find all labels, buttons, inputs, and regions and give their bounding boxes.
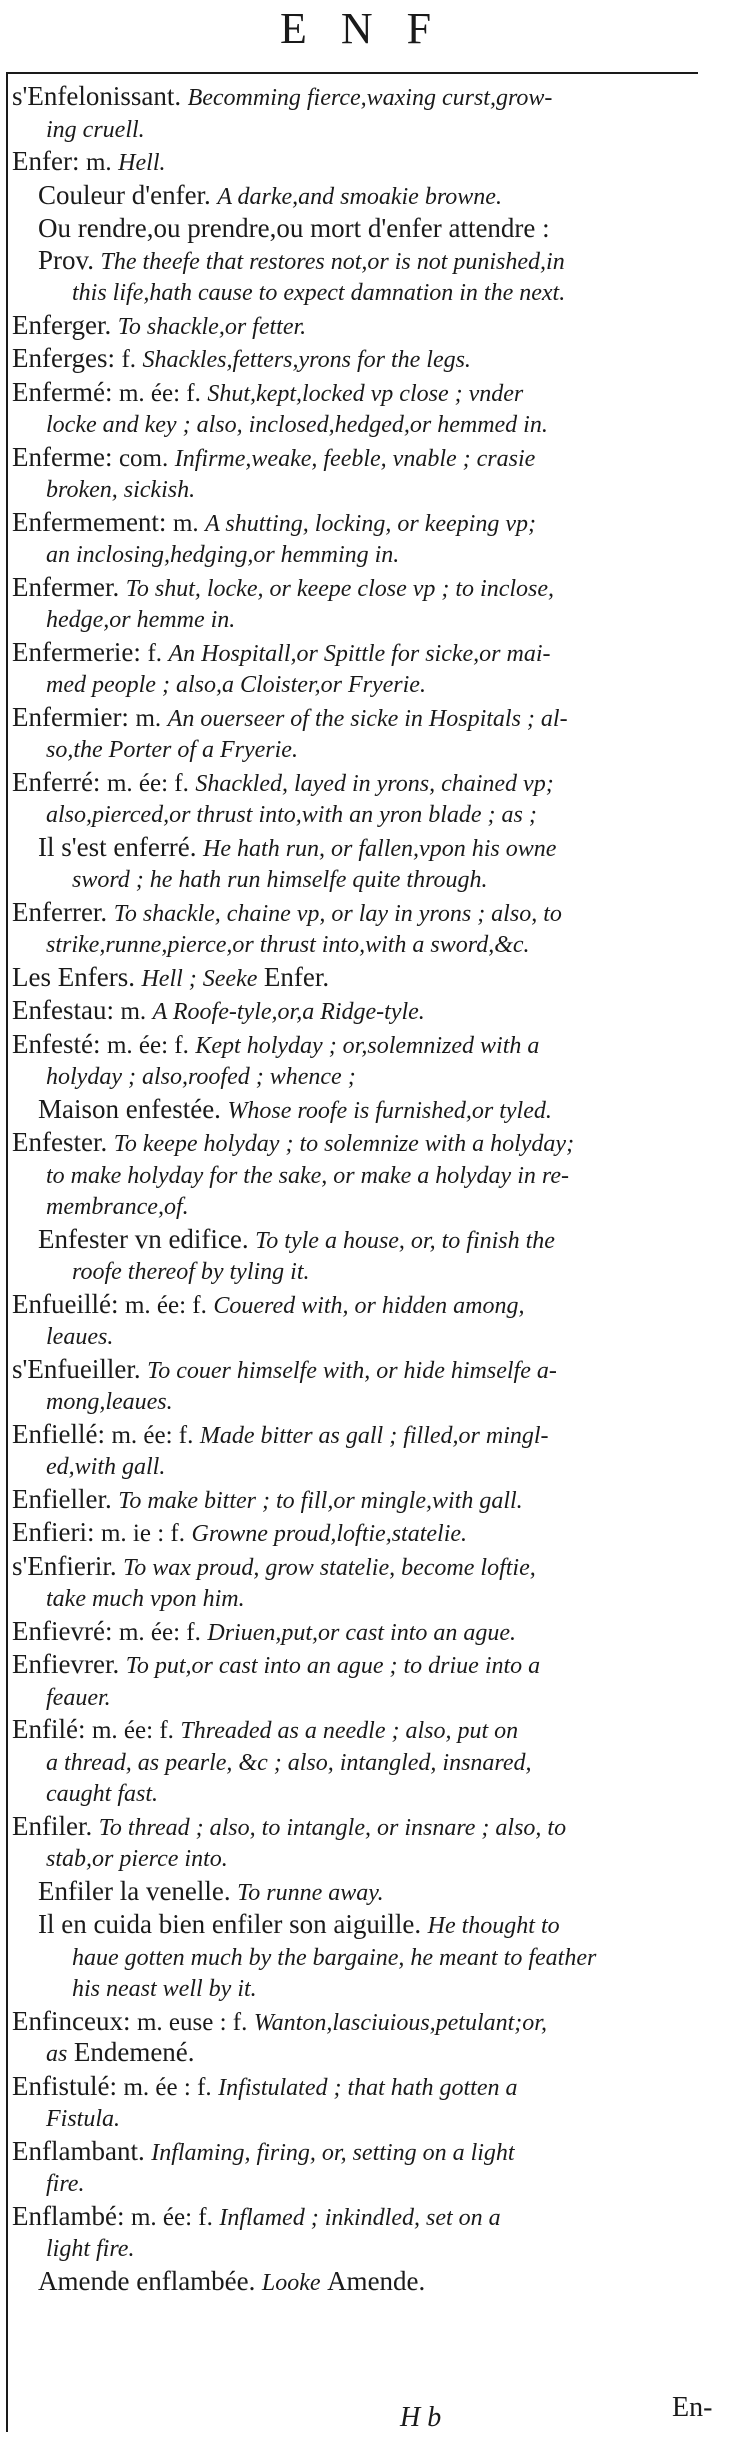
headword: s'Enfierir.: [12, 1550, 117, 1581]
definition: To runne away.: [237, 1879, 384, 1906]
cross-reference: Endemené.: [73, 2037, 195, 2067]
definition: Shackles,fetters,yrons for the legs.: [142, 347, 471, 373]
dictionary-entry: [12, 703, 732, 766]
grammar-label: m. ée: f.: [111, 1421, 194, 1449]
definition: Growne proud,loftie,statelie.: [191, 1521, 468, 1547]
definition-line: a thread, as pearle, &c ; also, intangled, insnared,: [46, 1749, 532, 1776]
dictionary-entry: [12, 1128, 732, 1223]
headword: Enferger.: [12, 309, 112, 340]
definition-line: broken, sickish.: [46, 477, 196, 503]
dictionary-entry: [12, 378, 732, 441]
column-rule: [6, 72, 8, 2432]
grammar-label: m. ie : f.: [100, 1520, 185, 1547]
definition: Wanton,lasciuious,petulant;or,: [253, 2009, 547, 2036]
definition-line: hedge,or hemme in.: [46, 607, 236, 633]
headword: Enfermerie:: [12, 636, 141, 667]
headword: Enfievrer.: [12, 1649, 120, 1679]
definition: He thought to: [427, 1913, 560, 1939]
dictionary-entry: [12, 147, 732, 179]
headword: Enfester.: [12, 1127, 108, 1157]
definition: Driuen,put,or cast into an ague.: [207, 1619, 517, 1646]
dictionary-entry: [12, 638, 732, 701]
definition-continuation: [12, 1451, 732, 1483]
dictionary-entry: [12, 2007, 732, 2070]
definition: To shackle, chaine vp, or lay in yrons ; also, to: [113, 900, 562, 927]
definition-line: holyday ; also,roofed ; whence ;: [46, 1064, 356, 1090]
headword: Enfermier:: [12, 701, 129, 732]
dictionary-entry: [12, 1715, 732, 1810]
headword: Il en cuida bien enfiler son aiguille.: [38, 1909, 422, 1939]
definition: To keepe holyday ; to solemnize with a holyday;: [113, 1131, 575, 1157]
definition-continuation: [12, 409, 732, 441]
definition-continuation: [12, 1778, 732, 1810]
definition-continuation: [12, 734, 732, 766]
grammar-label: m.: [135, 704, 162, 732]
definition-continuation: [12, 1160, 732, 1192]
definition: An Hospitall,or Spittle for sicke,or mai-: [168, 640, 551, 667]
definition: Threaded as a needle ; also, put on: [180, 1718, 519, 1744]
headword: Il s'est enferré.: [38, 831, 197, 862]
definition: Inflaming, firing, or, setting on a light: [151, 2139, 515, 2166]
dictionary-entry: [12, 1877, 732, 1909]
definition-line: caught fast.: [46, 1781, 158, 1807]
dictionary-entry: [12, 833, 732, 896]
headword: Enferré:: [12, 766, 101, 797]
definition-line: also,pierced,or thrust into,with an yron blade ; as ;: [46, 802, 537, 828]
headword: Enferges:: [12, 343, 115, 373]
headword: Les Enfers.: [12, 961, 135, 992]
headword: Maison enfestée.: [38, 1093, 221, 1124]
dictionary-entry: [12, 1030, 732, 1093]
dictionary-entry: [12, 1225, 732, 1288]
definition-line: to make holyday for the sake, or make a holyday in re-: [46, 1162, 569, 1189]
definition: An ouerseer of the sicke in Hospitals ; al-: [167, 705, 568, 732]
signature-mark: H b: [400, 2402, 442, 2433]
headword: Enfer:: [12, 146, 80, 176]
definition-continuation: [12, 2038, 732, 2070]
dictionary-entry: [12, 1552, 732, 1615]
dictionary-entry: [12, 1355, 732, 1418]
headword: Enflambant.: [12, 2135, 145, 2166]
definition-line: light fire.: [46, 2236, 135, 2262]
headword: Enfermer.: [12, 571, 120, 602]
dictionary-entry: [12, 1812, 732, 1875]
definition: To put,or cast into an ague ; to driue into a: [125, 1653, 541, 1679]
grammar-label: m.: [85, 149, 112, 176]
grammar-label: m.: [120, 998, 147, 1025]
definition-continuation: [12, 1061, 732, 1093]
dictionary-entry: [12, 344, 732, 376]
headword: Enferrer.: [12, 896, 108, 927]
dictionary-entry: [12, 2267, 732, 2299]
definition-line: strike,runne,pierce,or thrust into,with a sword,&c.: [46, 932, 530, 958]
header-rule: [6, 72, 698, 74]
definition: Infistulated ; that hath gotten a: [218, 2074, 518, 2101]
definition: Shackled, layed in yrons, chained vp;: [195, 770, 554, 797]
headword: Enfestau:: [12, 995, 114, 1025]
headword: Enfievré:: [12, 1615, 113, 1646]
headword: Enfiler la venelle.: [38, 1875, 231, 1906]
dictionary-entry: [12, 82, 732, 145]
dictionary-entry: [12, 1650, 732, 1713]
definition: To tyle a house, or, to finish the: [255, 1227, 555, 1254]
dictionary-entry: [12, 2137, 732, 2200]
definition-line: his neast well by it.: [72, 1976, 257, 2002]
definition: Kept holyday ; or,solemnized with a: [195, 1032, 540, 1059]
definition: Inflamed ; inkindled, set on a: [219, 2204, 501, 2231]
definition-continuation: [12, 114, 732, 146]
cross-reference: Amende.: [327, 2265, 426, 2296]
headword: Enfilé:: [12, 1714, 86, 1744]
cross-reference: Enfer.: [263, 961, 330, 992]
definition: To shut, locke, or keepe close vp ; to inclose,: [125, 575, 555, 602]
dictionary-entry: [12, 508, 732, 571]
catchword: En-: [672, 2392, 713, 2423]
dictionary-entry: [12, 246, 732, 309]
definition: Hell.: [118, 150, 166, 176]
dictionary-entry: [12, 1910, 732, 2005]
definition: To wax proud, grow statelie, become loftie,: [123, 1554, 536, 1581]
definition: Shut,kept,locked vp close ; vnder: [207, 380, 524, 407]
definition-continuation: [12, 1682, 732, 1714]
headword: Amende enflambée.: [38, 2265, 256, 2296]
headword: Couleur d'enfer.: [38, 179, 211, 210]
headword: Enfinceux:: [12, 2005, 131, 2036]
definition-continuation: [12, 1747, 732, 1779]
definition: A shutting, locking, or keeping vp;: [205, 510, 536, 537]
headword: s'Enfueiller.: [12, 1353, 141, 1384]
definition: Becomming fierce,waxing curst,grow-: [187, 85, 553, 111]
grammar-label: m. ée: f.: [124, 1291, 207, 1319]
dictionary-entry: [12, 1290, 732, 1353]
definition-line: leaues.: [46, 1324, 114, 1350]
dictionary-entry: [12, 1095, 732, 1127]
definition: Made bitter as gall ; filled,or mingl-: [199, 1422, 549, 1449]
page-footer: [0, 2392, 745, 2442]
headword: Enfueillé:: [12, 1288, 119, 1319]
definition-line: mong,leaues.: [46, 1389, 173, 1415]
dictionary-entry: [12, 214, 732, 244]
definition: A darke,and smoakie browne.: [217, 183, 502, 210]
dictionary-entry: [12, 1420, 732, 1483]
definition-line: ed,with gall.: [46, 1454, 166, 1480]
definition-line: so,the Porter of a Fryerie.: [46, 737, 298, 763]
headword: Enfieri:: [12, 1517, 95, 1547]
headword: Enfiellé:: [12, 1418, 105, 1449]
definition-continuation: [12, 539, 732, 571]
headword: Enflambé:: [12, 2200, 125, 2231]
grammar-label: f.: [121, 346, 137, 373]
definition: To thread ; also, to intangle, or insnare ; also, to: [98, 1814, 567, 1841]
grammar-label: m. ée: f.: [106, 1031, 189, 1059]
definition: To make bitter ; to fill,or mingle,with gall.: [118, 1487, 523, 1514]
headword: Enferme:: [12, 441, 113, 472]
definition: He hath run, or fallen,vpon his owne: [203, 835, 557, 862]
definition-continuation: [38, 1942, 732, 1974]
grammar-label: m. ée : f.: [123, 2073, 212, 2101]
definition-line: fire.: [46, 2171, 85, 2197]
headword: s'Enfelonissant.: [12, 81, 182, 111]
definition-line: as: [46, 2041, 68, 2067]
definition: Infirme,weake, feeble, vnable ; crasie: [174, 445, 536, 472]
grammar-label: f.: [147, 639, 163, 667]
definition-line: this life,hath cause to expect damnation in the next.: [72, 280, 566, 306]
page-header: ENF: [279, 4, 466, 53]
definition-continuation: [12, 1386, 732, 1418]
definition-continuation: [12, 1321, 732, 1353]
headword: Enfiler.: [12, 1810, 93, 1841]
definition: Whose roofe is furnished,or tyled.: [227, 1097, 552, 1124]
dictionary-entry: [12, 2072, 732, 2135]
definition-line: take much vpon him.: [46, 1586, 245, 1612]
definition: To couer himselfe with, or hide himselfe a-: [147, 1357, 557, 1384]
grammar-label: com.: [118, 444, 169, 472]
definition-continuation: [12, 1843, 732, 1875]
dictionary-entry: [12, 898, 732, 961]
definition-continuation: [38, 1973, 732, 2005]
definition-continuation: [12, 1191, 732, 1223]
definition-line: roofe thereof by tyling it.: [72, 1259, 310, 1285]
definition-continuation: [12, 2168, 732, 2200]
definition-line: Fistula.: [46, 2106, 121, 2132]
definition-line: ing cruell.: [46, 116, 145, 143]
dictionary-entry: [12, 768, 732, 831]
grammar-label: m. ée: f.: [91, 1717, 174, 1744]
definition-continuation: [12, 604, 732, 636]
headword: Enfermé:: [12, 376, 113, 407]
definition-line: sword ; he hath run himselfe quite through.: [72, 867, 488, 893]
definition-line: an inclosing,hedging,or hemming in.: [46, 542, 400, 568]
definition: Looke: [261, 2269, 321, 2296]
definition-line: stab,or pierce into.: [46, 1846, 228, 1872]
definition-continuation: [12, 669, 732, 701]
dictionary-entry: [12, 311, 732, 343]
dictionary-entry: [12, 1485, 732, 1517]
definition-continuation: [12, 799, 732, 831]
definition: To shackle,or fetter.: [117, 313, 307, 340]
headword: Enfieller.: [12, 1483, 112, 1514]
dictionary-entry: [12, 996, 732, 1028]
definition-continuation: [12, 474, 732, 506]
definition-continuation: [38, 864, 732, 896]
headword: Enfermement:: [12, 506, 167, 537]
grammar-label: m.: [172, 509, 199, 537]
grammar-label: m. euse : f.: [136, 2008, 248, 2036]
headword: Ou rendre,ou prendre,ou mort d'enfer attendre :: [38, 213, 550, 243]
grammar-label: m. ée: f.: [130, 2203, 213, 2231]
definition-continuation: [12, 2233, 732, 2265]
headword: Enfester vn edifice.: [38, 1223, 249, 1254]
definition-line: locke and key ; also, inclosed,hedged,or hemmed in.: [46, 412, 548, 438]
headword: Prov.: [38, 244, 95, 275]
definition-line: med people ; also,a Cloister,or Fryerie.: [46, 672, 426, 698]
headword: Enfesté:: [12, 1028, 101, 1059]
definition: A Roofe-tyle,or,a Ridge-tyle.: [152, 999, 425, 1025]
definition-continuation: [12, 1583, 732, 1615]
dictionary-entry: [12, 573, 732, 636]
grammar-label: m. ée: f.: [118, 1618, 201, 1646]
definition: The theefe that restores not,or is not punished,in: [100, 248, 565, 275]
grammar-label: m. ée: f.: [118, 379, 201, 407]
definition: Hell ; Seeke: [141, 965, 258, 992]
headword: Enfistulé:: [12, 2070, 117, 2101]
definition-line: membrance,of.: [46, 1194, 189, 1220]
definition-line: feauer.: [46, 1684, 111, 1711]
dictionary-entry: [12, 1617, 732, 1649]
definition-continuation: [38, 1256, 732, 1288]
dictionary-entry: [12, 2202, 732, 2265]
definition-continuation: [12, 929, 732, 961]
definition-line: haue gotten much by the bargaine, he meant to feather: [72, 1944, 597, 1971]
definition-continuation: [38, 277, 732, 309]
definition: Couered with, or hidden among,: [213, 1292, 525, 1319]
dictionary-entry: [12, 181, 732, 213]
dictionary-entries: [12, 82, 732, 2300]
dictionary-entry: [12, 1518, 732, 1550]
definition-continuation: [12, 2103, 732, 2135]
dictionary-entry: [12, 963, 732, 995]
grammar-label: m. ée: f.: [106, 769, 189, 797]
dictionary-entry: [12, 443, 732, 506]
